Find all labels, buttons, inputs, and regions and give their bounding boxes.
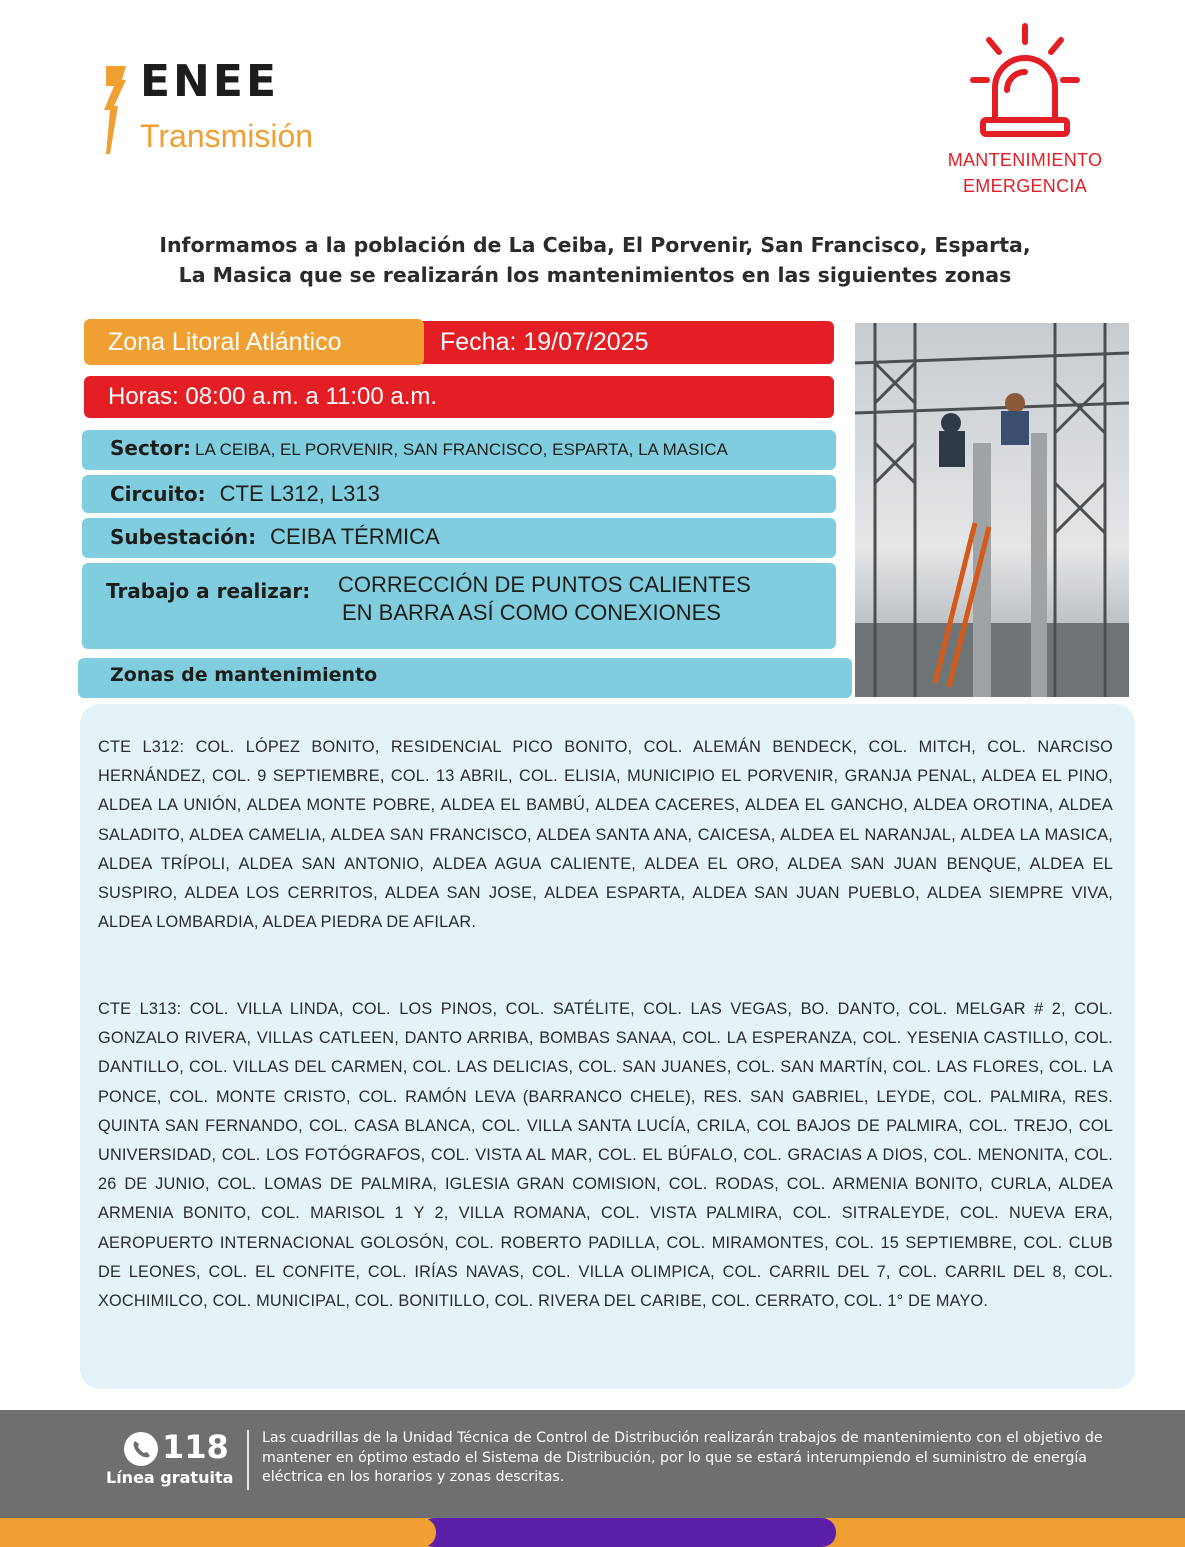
work-value-line-2: EN BARRA ASÍ COMO CONEXIONES xyxy=(342,600,721,625)
hotline-label: Línea gratuita xyxy=(106,1468,234,1487)
circuit-label: Circuito: xyxy=(110,482,206,506)
zone-badge: Zona Litoral Atlántico xyxy=(84,319,424,365)
alert-label-emergency: EMERGENCIA xyxy=(962,176,1088,196)
logo-subtitle: Transmisión xyxy=(140,118,314,154)
siren-icon xyxy=(967,22,1083,140)
date-bar xyxy=(416,321,834,364)
intro-text xyxy=(40,230,1150,290)
hotline-number: 118 xyxy=(162,1428,229,1466)
substation-workers-photo xyxy=(855,323,1129,697)
phone-icon xyxy=(124,1432,158,1466)
zone-list-l312: CTE L312: COL. LÓPEZ BONITO, RESIDENCIAL PICO BONITO, COL. ALEMÁN BENDECK, COL. MITCH, COL. NARCISO HERNÁNDEZ, COL. 9 SEPTIEMBRE, COL. 13 ABRIL, COL. ELISIA, MUNICIPIO EL PORVENIR, GRANJA PENAL, ALDEA EL PINO, ALDEA LA UNIÓN, ALDEA MONTE POBRE, ALDEA EL BAMBÚ, ALDEA CACERES, ALDEA EL GANCHO, ALDEA OROTINA, ALDEA SALADITO, ALDEA CAMELIA, ALDEA SAN FRANCISCO, ALDEA SANTA ANA, CAICESA, ALDEA EL NARANJAL, ALDEA LA MASICA, ALDEA TRÍPOLI, ALDEA SAN ANTONIO, ALDEA AGUA CALIENTE, ALDEA EL ORO, ALDEA SAN JUAN BENQUE, ALDEA EL SUSPIRO, ALDEA LOS CERRITOS, ALDEA SAN JOSE, ALDEA ESPARTA, ALDEA SAN JUAN PUEBLO, ALDEA SIEMPRE VIVA, ALDEA LOMBARDIA, ALDEA PIEDRA DE AFILAR. xyxy=(98,738,1113,932)
sector-label: Sector: xyxy=(110,436,191,460)
sector-value: LA CEIBA, EL PORVENIR, SAN FRANCISCO, ESPARTA, LA MASICA xyxy=(195,440,728,459)
work-label: Trabajo a realizar: xyxy=(106,579,311,603)
circuit-value: CTE L312, L313 xyxy=(219,481,380,506)
substation-row xyxy=(82,518,836,558)
intro-line-2: La Masica que se realizarán los mantenimientos en las siguientes zonas xyxy=(178,263,1012,287)
maintenance-zones-heading: Zonas de mantenimiento xyxy=(78,658,852,698)
bottom-stripe-purple xyxy=(420,1518,836,1547)
logo-wordmark: ENEE xyxy=(140,56,279,107)
intro-line-1: Informamos a la población de La Ceiba, El Porvenir, San Francisco, Esparta, xyxy=(159,233,1031,257)
alert-label-maintenance: MANTENIMIENTO xyxy=(947,150,1103,170)
sector-row xyxy=(82,430,836,470)
date-text: Fecha: 19/07/2025 xyxy=(440,328,649,356)
substation-label: Subestación: xyxy=(110,525,257,549)
footer-notice: Las cuadrillas de la Unidad Técnica de Control de Distribución realizarán trabajos de mantenimiento con el objetivo de mantener en óptimo estado el Sistema de Distribución, por lo que se estará interumpiendo el suministro de energía eléctrica en los horarios y zonas descritas. xyxy=(262,1430,1103,1485)
footer-divider xyxy=(247,1430,249,1490)
zone-list-l313: CTE L313: COL. VILLA LINDA, COL. LOS PINOS, COL. SATÉLITE, COL. LAS VEGAS, BO. DANTO, COL. MELGAR # 2, COL. GONZALO RIVERA, VILLAS CATLEEN, DANTO ARRIBA, BOMBAS SANAA, COL. LA ESPERANZA, COL. YESENIA CASTILLO, COL. DANTILLO, COL. VILLAS DEL CARMEN, COL. LAS DELICIAS, COL. SAN JUANES, COL. SAN MARTÍN, COL. LAS FLORES, COL. LA PONCE, COL. MONTE CRISTO, COL. RAMÓN LEVA (BARRANCO CHELE), RES. SAN GABRIEL, LEYDE, COL. PALMIRA, RES. QUINTA SAN FERNANDO, COL. CASA BLANCA, COL. VILLA SANTA LUCÍA, CRILA, COL BAJOS DE PALMIRA, COL. TREJO, COL UNIVERSIDAD, COL. LOS FOTÓGRAFOS, COL. VISTA AL MAR, COL. EL BÚFALO, COL. GRACIAS A DIOS, COL. MENONITA, COL. 26 DE JUNIO, COL. LOMAS DE PALMIRA, IGLESIA GRAN COMISION, COL. RODAS, COL. ARMENIA BONITO, CURLA, ALDEA ARMENIA BONITO, COL. MARISOL 1 Y 2, VILLA ROMANA, COL. VISTA PALMIRA, COL. SITRALEYDE, COL. NUEVA ERA, AEROPUERTO INTERNACIONAL GOLOSÓN, COL. ROBERTO PADILLA, COL. MIRAMONTES, COL. 15 SEPTIEMBRE, COL. CLUB DE LEONES, COL. EL CONFITE, COL. IRÍAS NAVAS, COL. VILLA OLIMPICA, COL. CARRIL DEL 7, COL. CARRIL DEL 8, COL. XOCHIMILCO, COL. MUNICIPAL, COL. BONITILLO, COL. RIVERA DEL CARIBE, COL. CERRATO, COL. 1° DE MAYO. xyxy=(98,1000,1113,1311)
circuit-row xyxy=(82,475,836,513)
substation-value: CEIBA TÉRMICA xyxy=(270,524,440,549)
hours-bar: Horas: 08:00 a.m. a 11:00 a.m. xyxy=(84,376,834,418)
maintenance-alert xyxy=(930,22,1120,202)
tower-logo-icon xyxy=(104,66,130,154)
work-row xyxy=(82,563,836,649)
bottom-stripe-orange-cap xyxy=(0,1518,436,1547)
enee-logo xyxy=(104,56,344,162)
work-value xyxy=(338,571,828,627)
work-value-line-1: CORRECCIÓN DE PUNTOS CALIENTES xyxy=(338,572,751,597)
